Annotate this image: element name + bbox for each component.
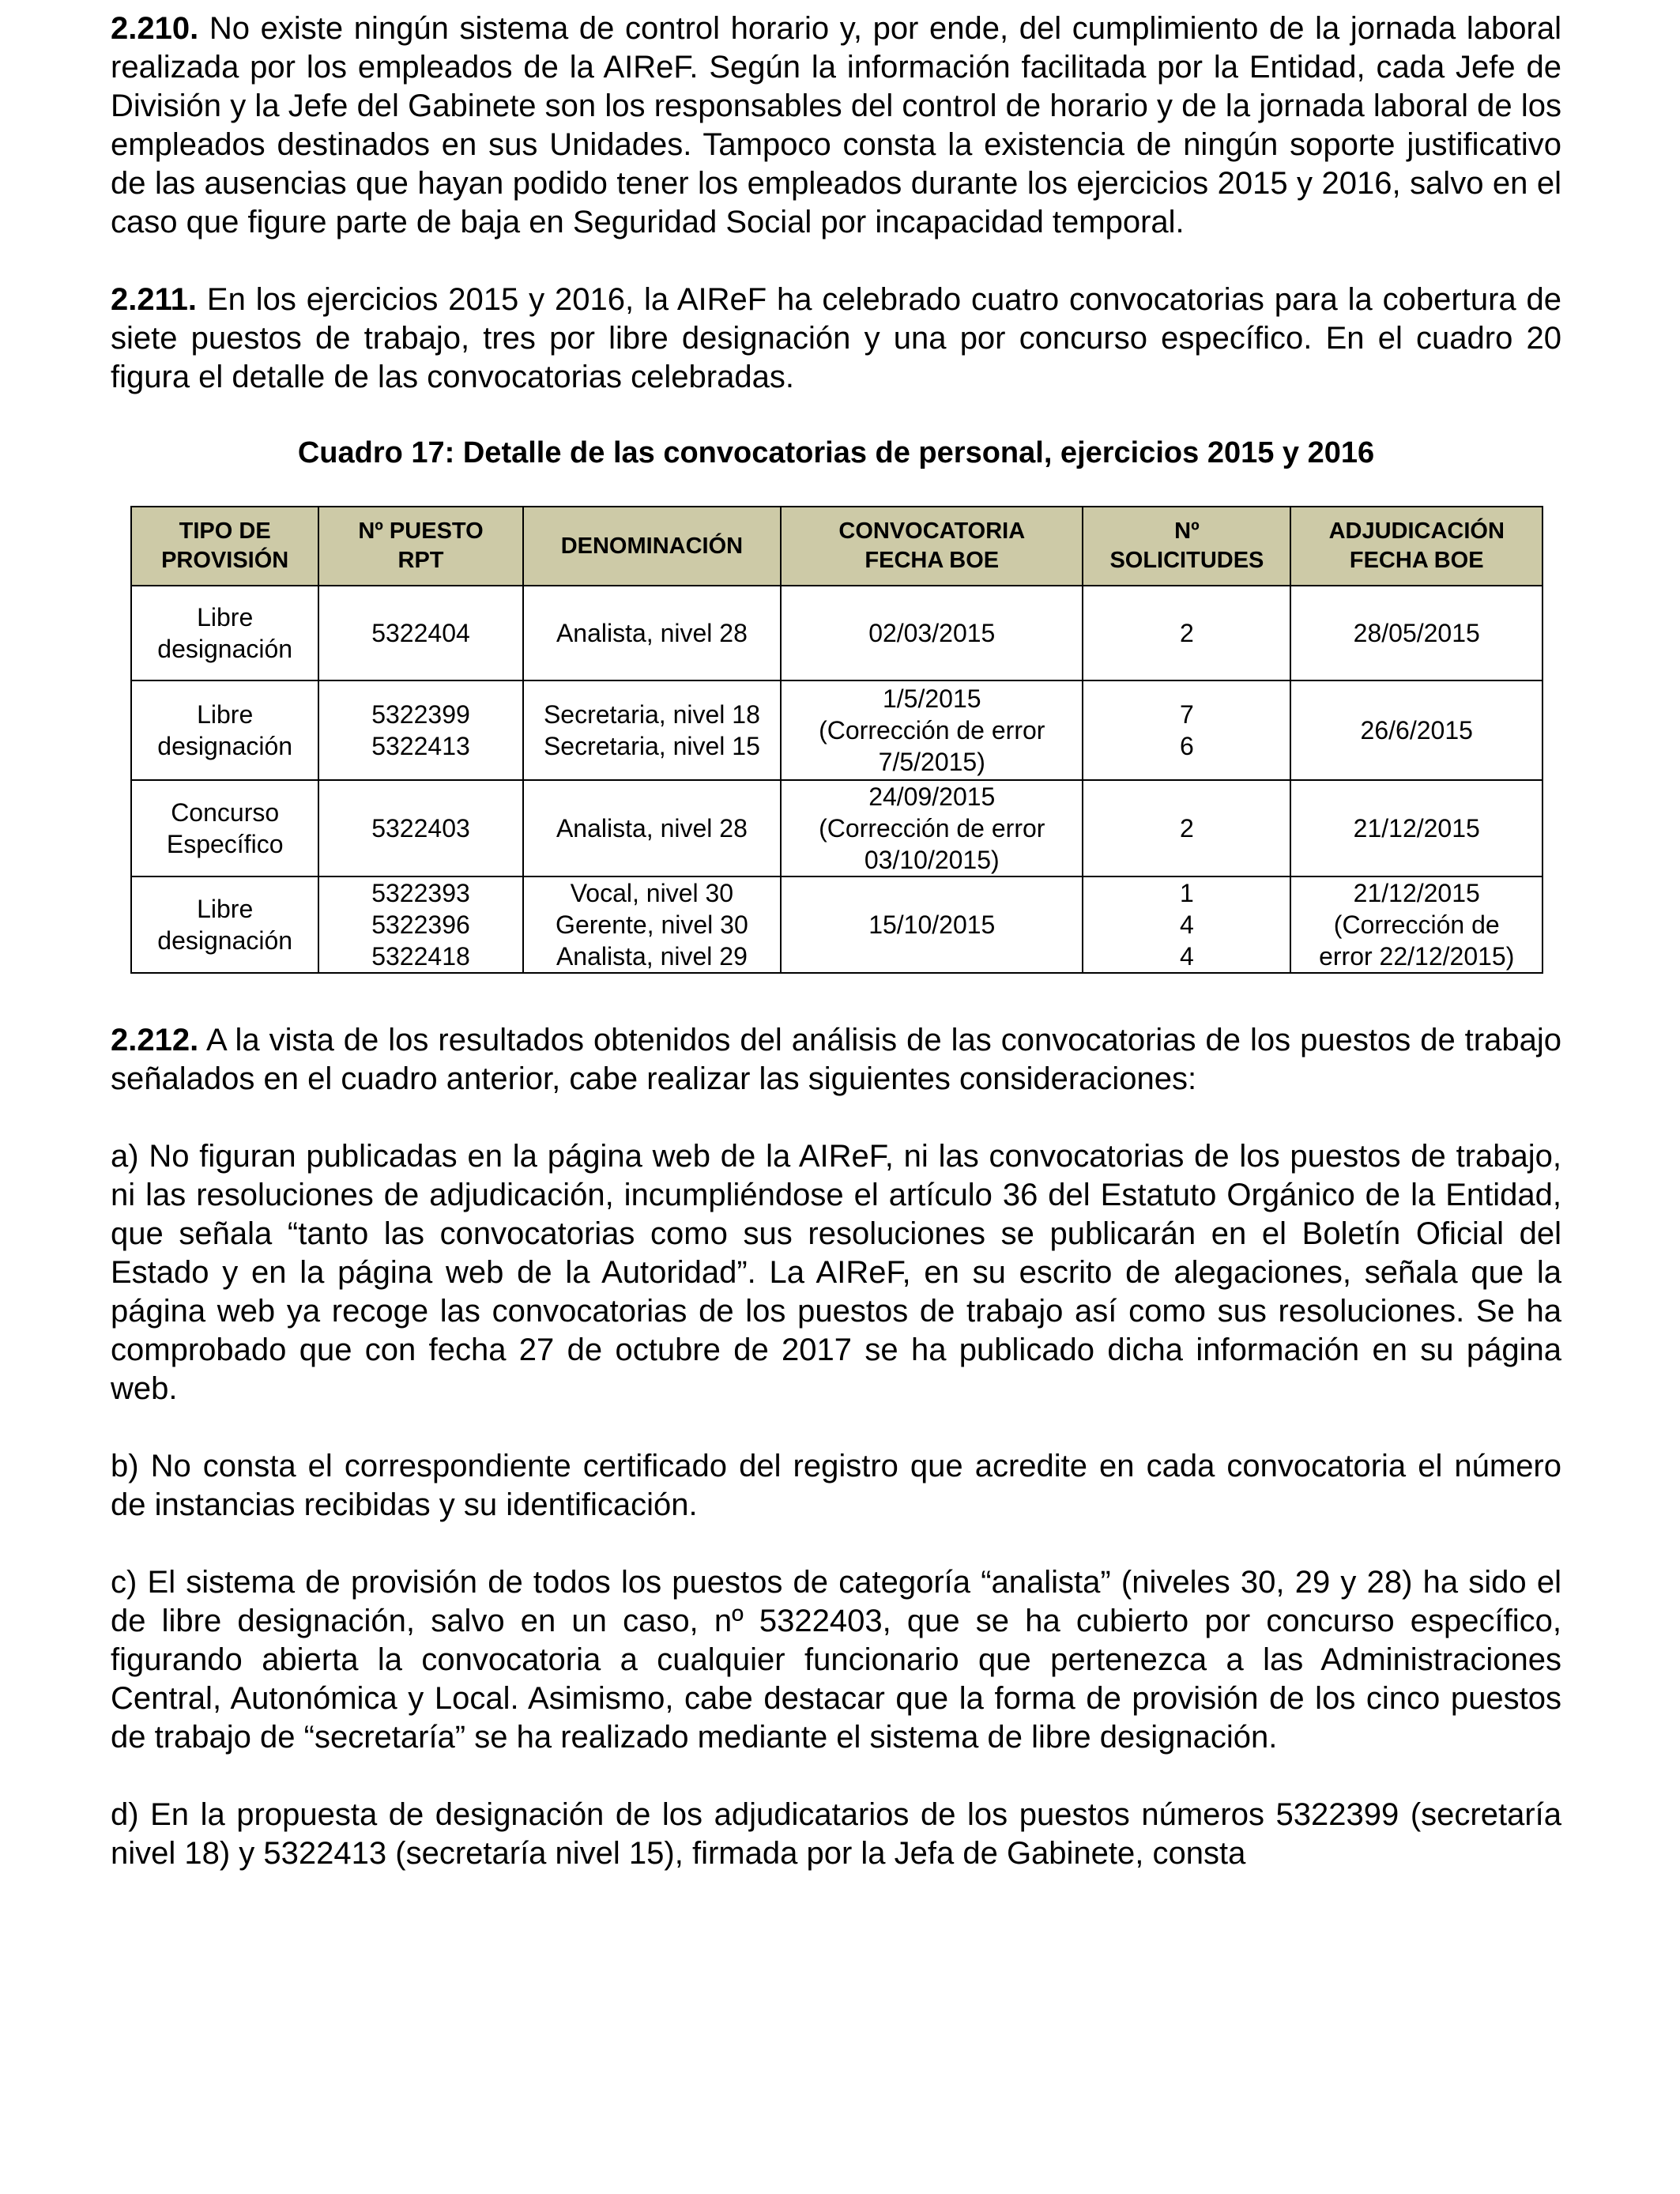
header-line: Nº: [1174, 518, 1200, 544]
table-row: [131, 680, 1543, 780]
table-header-row: [131, 507, 1543, 586]
table-cell: [781, 780, 1083, 876]
header-line: Nº PUESTO: [358, 518, 484, 544]
table-cell: [1290, 780, 1543, 876]
paragraph: [111, 1563, 1561, 1757]
header-line: ADJUDICACIÓN: [1328, 518, 1505, 544]
cell-line: 6: [1180, 732, 1194, 760]
column-header: [318, 507, 522, 586]
column-header: [131, 507, 318, 586]
table-row: [131, 876, 1543, 973]
paragraph: [111, 1021, 1561, 1099]
cell-line: 5322404: [371, 619, 470, 647]
cell-line: Libre: [197, 700, 254, 729]
header-line: TIPO DE: [179, 518, 271, 544]
cell-line: 28/05/2015: [1353, 619, 1480, 647]
cell-line: 7: [1180, 700, 1194, 729]
document-body: [111, 9, 1561, 1873]
cell-line: Analista, nivel 29: [556, 942, 748, 971]
cell-line: 4: [1180, 942, 1194, 971]
header-line: SOLICITUDES: [1109, 548, 1264, 573]
cell-line: 03/10/2015): [864, 846, 1000, 874]
table-cell: [1083, 680, 1290, 780]
convocatorias-table: [130, 506, 1543, 974]
cell-line: (Corrección de error: [819, 716, 1045, 745]
cell-line: designación: [157, 635, 293, 663]
cell-line: 15/10/2015: [868, 910, 996, 939]
paragraph-text: c) El sistema de provisión de todos los puestos de categoría “analista” (niveles 30, 29 y 28) ha sido el de libre designación, salvo en un caso, nº 5322403, que se ha cubierto por concurso específico, figurando abierta la convocatoria a cualquier funcionario que pertenezca a las Administraciones Central, Autonómica y Local. Asimismo, cabe destacar que la forma de provisión de los cinco puestos de trabajo de “secretaría” se ha realizado mediante el sistema de libre designación.: [111, 1565, 1561, 1755]
cell-line: Gerente, nivel 30: [556, 910, 748, 939]
cell-line: 5322396: [371, 910, 470, 939]
paragraph-text: No existe ningún sistema de control horario y, por ende, del cumplimiento de la jornada laboral realizada por los empleados de la AIReF. Según la información facilitada por la Entidad, cada Jefe de División y la Jefe del Gabinete son los responsables del control de horario y de la jornada laboral de los empleados destinados en sus Unidades. Tampoco consta la existencia de ningún soporte justificativo de las ausencias que hayan podido tener los empleados durante los ejercicios 2015 y 2016, salvo en el caso que figure parte de baja en Seguridad Social por incapacidad temporal.: [111, 11, 1561, 239]
table-cell: [523, 680, 782, 780]
table-cell: [1083, 876, 1290, 973]
header-line: DENOMINACIÓN: [560, 533, 744, 559]
paragraph-text: En los ejercicios 2015 y 2016, la AIReF ha celebrado cuatro convocatorias para la cobertura de siete puestos de trabajo, tres por libre designación y una por concurso específico. En el cuadro 20 figura el detalle de las convocatorias celebradas.: [111, 282, 1562, 394]
header-line: FECHA BOE: [1349, 548, 1484, 573]
paragraph-text: d) En la propuesta de designación de los adjudicatarios de los puestos números 5322399 (secretaría nivel 18) y 5322413 (secretaría nivel 15), firmada por la Jefa de Gabinete, consta: [111, 1797, 1561, 1871]
cell-line: 5322393: [371, 879, 470, 907]
table-cell: [523, 876, 782, 973]
table-cell: [131, 876, 318, 973]
column-header: [523, 507, 782, 586]
cell-line: (Corrección de error: [819, 814, 1045, 843]
table-cell: [1290, 586, 1543, 680]
paragraphs-bottom: [111, 1021, 1561, 1873]
cell-line: 2: [1180, 814, 1194, 843]
paragraph-text: A la vista de los resultados obtenidos del análisis de las convocatorias de los puestos de trabajo señalados en el cuadro anterior, cabe realizar las siguientes consideraciones:: [111, 1023, 1561, 1096]
cell-line: Vocal, nivel 30: [570, 879, 734, 907]
cell-line: 1: [1180, 879, 1194, 907]
cell-line: Libre: [197, 895, 254, 923]
paragraph: [111, 9, 1561, 242]
cell-line: 2: [1180, 619, 1194, 647]
table-cell: [523, 780, 782, 876]
table-cell: [131, 586, 318, 680]
header-line: RPT: [397, 548, 444, 573]
cell-line: 4: [1180, 910, 1194, 939]
paragraph-number: 2.211.: [111, 282, 198, 317]
table-body: [131, 586, 1543, 973]
paragraph-text: b) No consta el correspondiente certificado del registro que acredite en cada convocatoria el número de instancias recibidas y su identificación.: [111, 1449, 1561, 1522]
table-cell: [781, 680, 1083, 780]
cell-line: designación: [157, 732, 293, 760]
table-cell: [318, 586, 522, 680]
cell-line: Secretaria, nivel 18: [543, 700, 760, 729]
table-cell: [1083, 780, 1290, 876]
table-cell: [1290, 876, 1543, 973]
column-header: [781, 507, 1083, 586]
paragraph: [111, 281, 1561, 397]
cell-line: Concurso: [171, 798, 280, 827]
table-cell: [1083, 586, 1290, 680]
paragraph: [111, 1447, 1561, 1525]
cell-line: 1/5/2015: [882, 684, 981, 713]
paragraph-number: 2.210.: [111, 11, 199, 46]
cell-line: designación: [157, 926, 293, 955]
table-cell: [523, 586, 782, 680]
cell-line: Específico: [166, 830, 284, 858]
cell-line: Secretaria, nivel 15: [543, 732, 760, 760]
cell-line: 21/12/2015: [1353, 814, 1480, 843]
table-cell: [1290, 680, 1543, 780]
table-cell: [318, 680, 522, 780]
cell-line: 24/09/2015: [868, 782, 996, 811]
paragraph-text: a) No figuran publicadas en la página web de la AIReF, ni las convocatorias de los puestos de trabajo, ni las resoluciones de adjudicación, incumpliéndose el artículo 36 del Estatuto Orgánico de la Entidad, que señala “tanto las convocatorias como sus resoluciones se publicarán en el Boletín Oficial del Estado y en la página web de la Autoridad”. La AIReF, en su escrito de alegaciones, señala que la página web ya recoge las convocatorias de los puestos de trabajo así como sus resoluciones. Se ha comprobado que con fecha 27 de octubre de 2017 se ha publicado dicha información en su página web.: [111, 1139, 1561, 1406]
header-line: PROVISIÓN: [161, 548, 289, 573]
table-cell: [781, 586, 1083, 680]
paragraph: [111, 1796, 1561, 1873]
table-row: [131, 780, 1543, 876]
table-cell: [131, 780, 318, 876]
cell-line: 5322403: [371, 814, 470, 843]
header-line: FECHA BOE: [864, 548, 1000, 573]
cell-line: 5322418: [371, 942, 470, 971]
table-cell: [318, 876, 522, 973]
column-header: [1290, 507, 1543, 586]
cell-line: (Corrección de: [1333, 910, 1500, 939]
table-caption: Cuadro 17: Detalle de las convocatorias de personal, ejercicios 2015 y 2016: [297, 436, 1375, 469]
cell-line: error 22/12/2015): [1319, 942, 1515, 971]
table-cell: [131, 680, 318, 780]
cell-line: Libre: [197, 603, 254, 631]
cell-line: 02/03/2015: [868, 619, 996, 647]
paragraphs-top: [111, 9, 1561, 397]
paragraph-number: 2.212.: [111, 1023, 199, 1057]
cell-line: 21/12/2015: [1353, 879, 1480, 907]
header-line: CONVOCATORIA: [838, 518, 1026, 544]
cell-line: 5322413: [371, 732, 470, 760]
cell-line: 26/6/2015: [1360, 716, 1473, 745]
paragraph: [111, 1137, 1561, 1408]
column-header: [1083, 507, 1290, 586]
cell-line: 7/5/2015): [878, 748, 985, 776]
cell-line: Analista, nivel 28: [556, 814, 748, 843]
table-row: [131, 586, 1543, 680]
table-cell: [318, 780, 522, 876]
cell-line: 5322399: [371, 700, 470, 729]
table-cell: [781, 876, 1083, 973]
cell-line: Analista, nivel 28: [556, 619, 748, 647]
